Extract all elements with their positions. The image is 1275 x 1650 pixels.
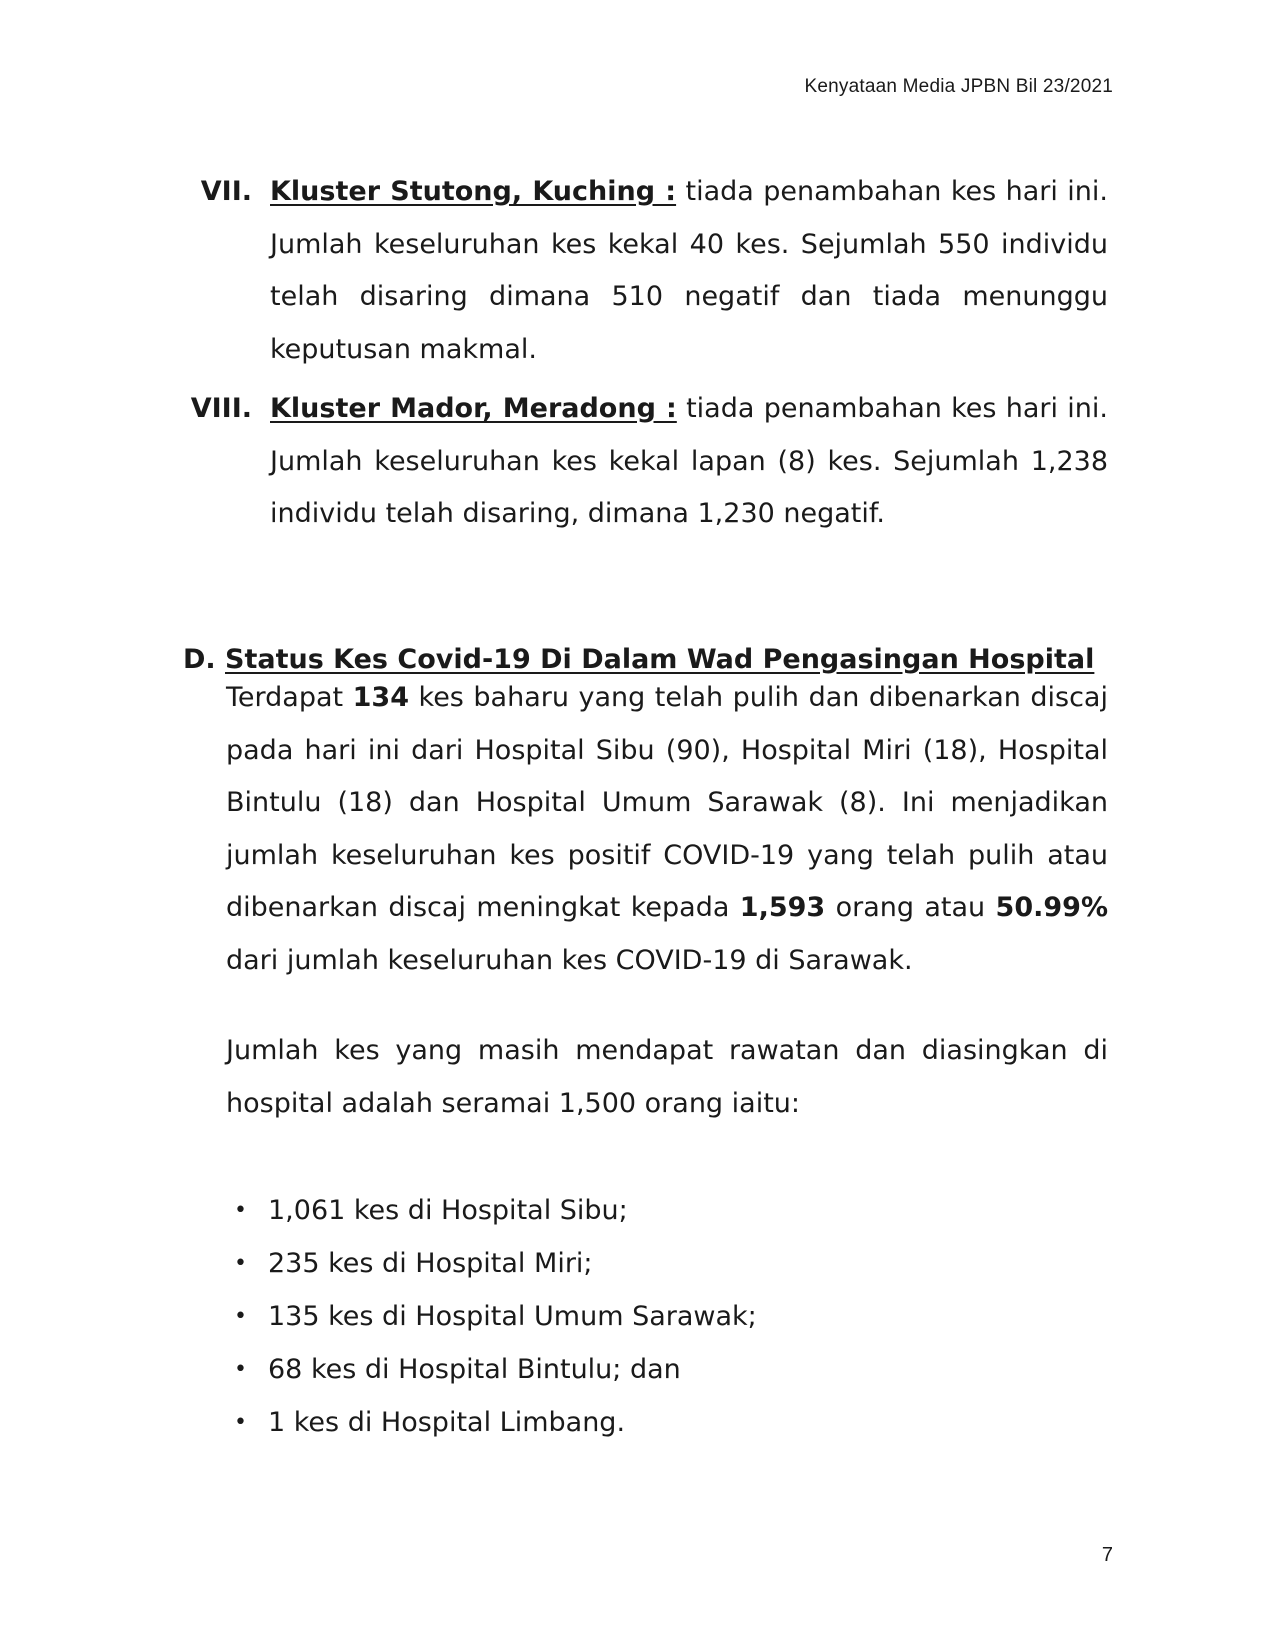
text-run: kes baharu yang telah pulih dan dibenarkan discaj pada hari ini dari Hospital Sibu (90), Hospital Miri (18), Hospital Bintulu (18) dan Hospital Umum Sarawak (8). Ini menjadikan jumlah keseluruhan kes positif COVID-19 yang telah pulih atau dibenarkan discaj meningkat kepada	[226, 682, 1108, 923]
bullet-icon: •	[234, 1251, 247, 1276]
item-number: VII.	[200, 176, 252, 207]
list-item-text: 1 kes di Hospital Limbang.	[268, 1407, 626, 1438]
bullet-icon: •	[234, 1304, 247, 1329]
item-number: VIII.	[190, 393, 252, 424]
cluster-title: Kluster Mador, Meradong :	[270, 393, 677, 424]
list-item	[226, 1184, 1108, 1237]
cluster-text: tiada penambahan kes hari ini. Jumlah keseluruhan kes kekal lapan (8) kes. Sejumlah 1,238 individu telah disaring, dimana 1,230 negatif.	[270, 393, 1109, 529]
hospital-list	[226, 1184, 1108, 1449]
treatment-paragraph: Jumlah kes yang masih mendapat rawatan dan diasingkan di hospital adalah seramai 1,500 orang iaitu:	[226, 1035, 1108, 1119]
bullet-icon: •	[234, 1198, 247, 1223]
recovery-percentage: 50.99%	[995, 892, 1109, 923]
section-title: Status Kes Covid-19 Di Dalam Wad Pengasingan Hospital	[225, 644, 1095, 675]
item-body	[270, 166, 1108, 376]
list-item-text: 235 kes di Hospital Miri;	[268, 1248, 593, 1279]
text-run: dari jumlah keseluruhan kes COVID-19 di Sarawak.	[226, 944, 913, 976]
list-item	[226, 1237, 1108, 1290]
recovery-paragraph	[226, 672, 1108, 987]
text-run: Terdapat	[226, 682, 353, 713]
list-item	[226, 1290, 1108, 1343]
list-item	[226, 1343, 1108, 1396]
page-number: 7	[1101, 1544, 1113, 1566]
total-recovered: 1,593	[739, 892, 826, 923]
list-item-text: 135 kes di Hospital Umum Sarawak;	[268, 1301, 757, 1332]
section-letter: D.	[183, 644, 216, 675]
cluster-item-mador	[160, 383, 1108, 541]
item-body	[270, 383, 1108, 541]
document-header: Kenyataan Media JPBN Bil 23/2021	[804, 76, 1113, 97]
list-item-text: 1,061 kes di Hospital Sibu;	[268, 1195, 628, 1226]
bullet-icon: •	[234, 1410, 247, 1435]
text-run: orang atau	[825, 892, 996, 923]
cluster-title: Kluster Stutong, Kuching :	[270, 176, 677, 207]
recovered-count: 134	[352, 682, 409, 713]
list-item	[226, 1396, 1108, 1449]
cluster-item-stutong	[160, 166, 1108, 376]
cluster-text: tiada penambahan kes hari ini. Jumlah keseluruhan kes kekal 40 kes. Sejumlah 550 individu telah disaring dimana 510 negatif dan tiada menunggu keputusan makmal.	[270, 176, 1108, 365]
bullet-icon: •	[234, 1357, 247, 1382]
list-item-text: 68 kes di Hospital Bintulu; dan	[268, 1354, 681, 1385]
